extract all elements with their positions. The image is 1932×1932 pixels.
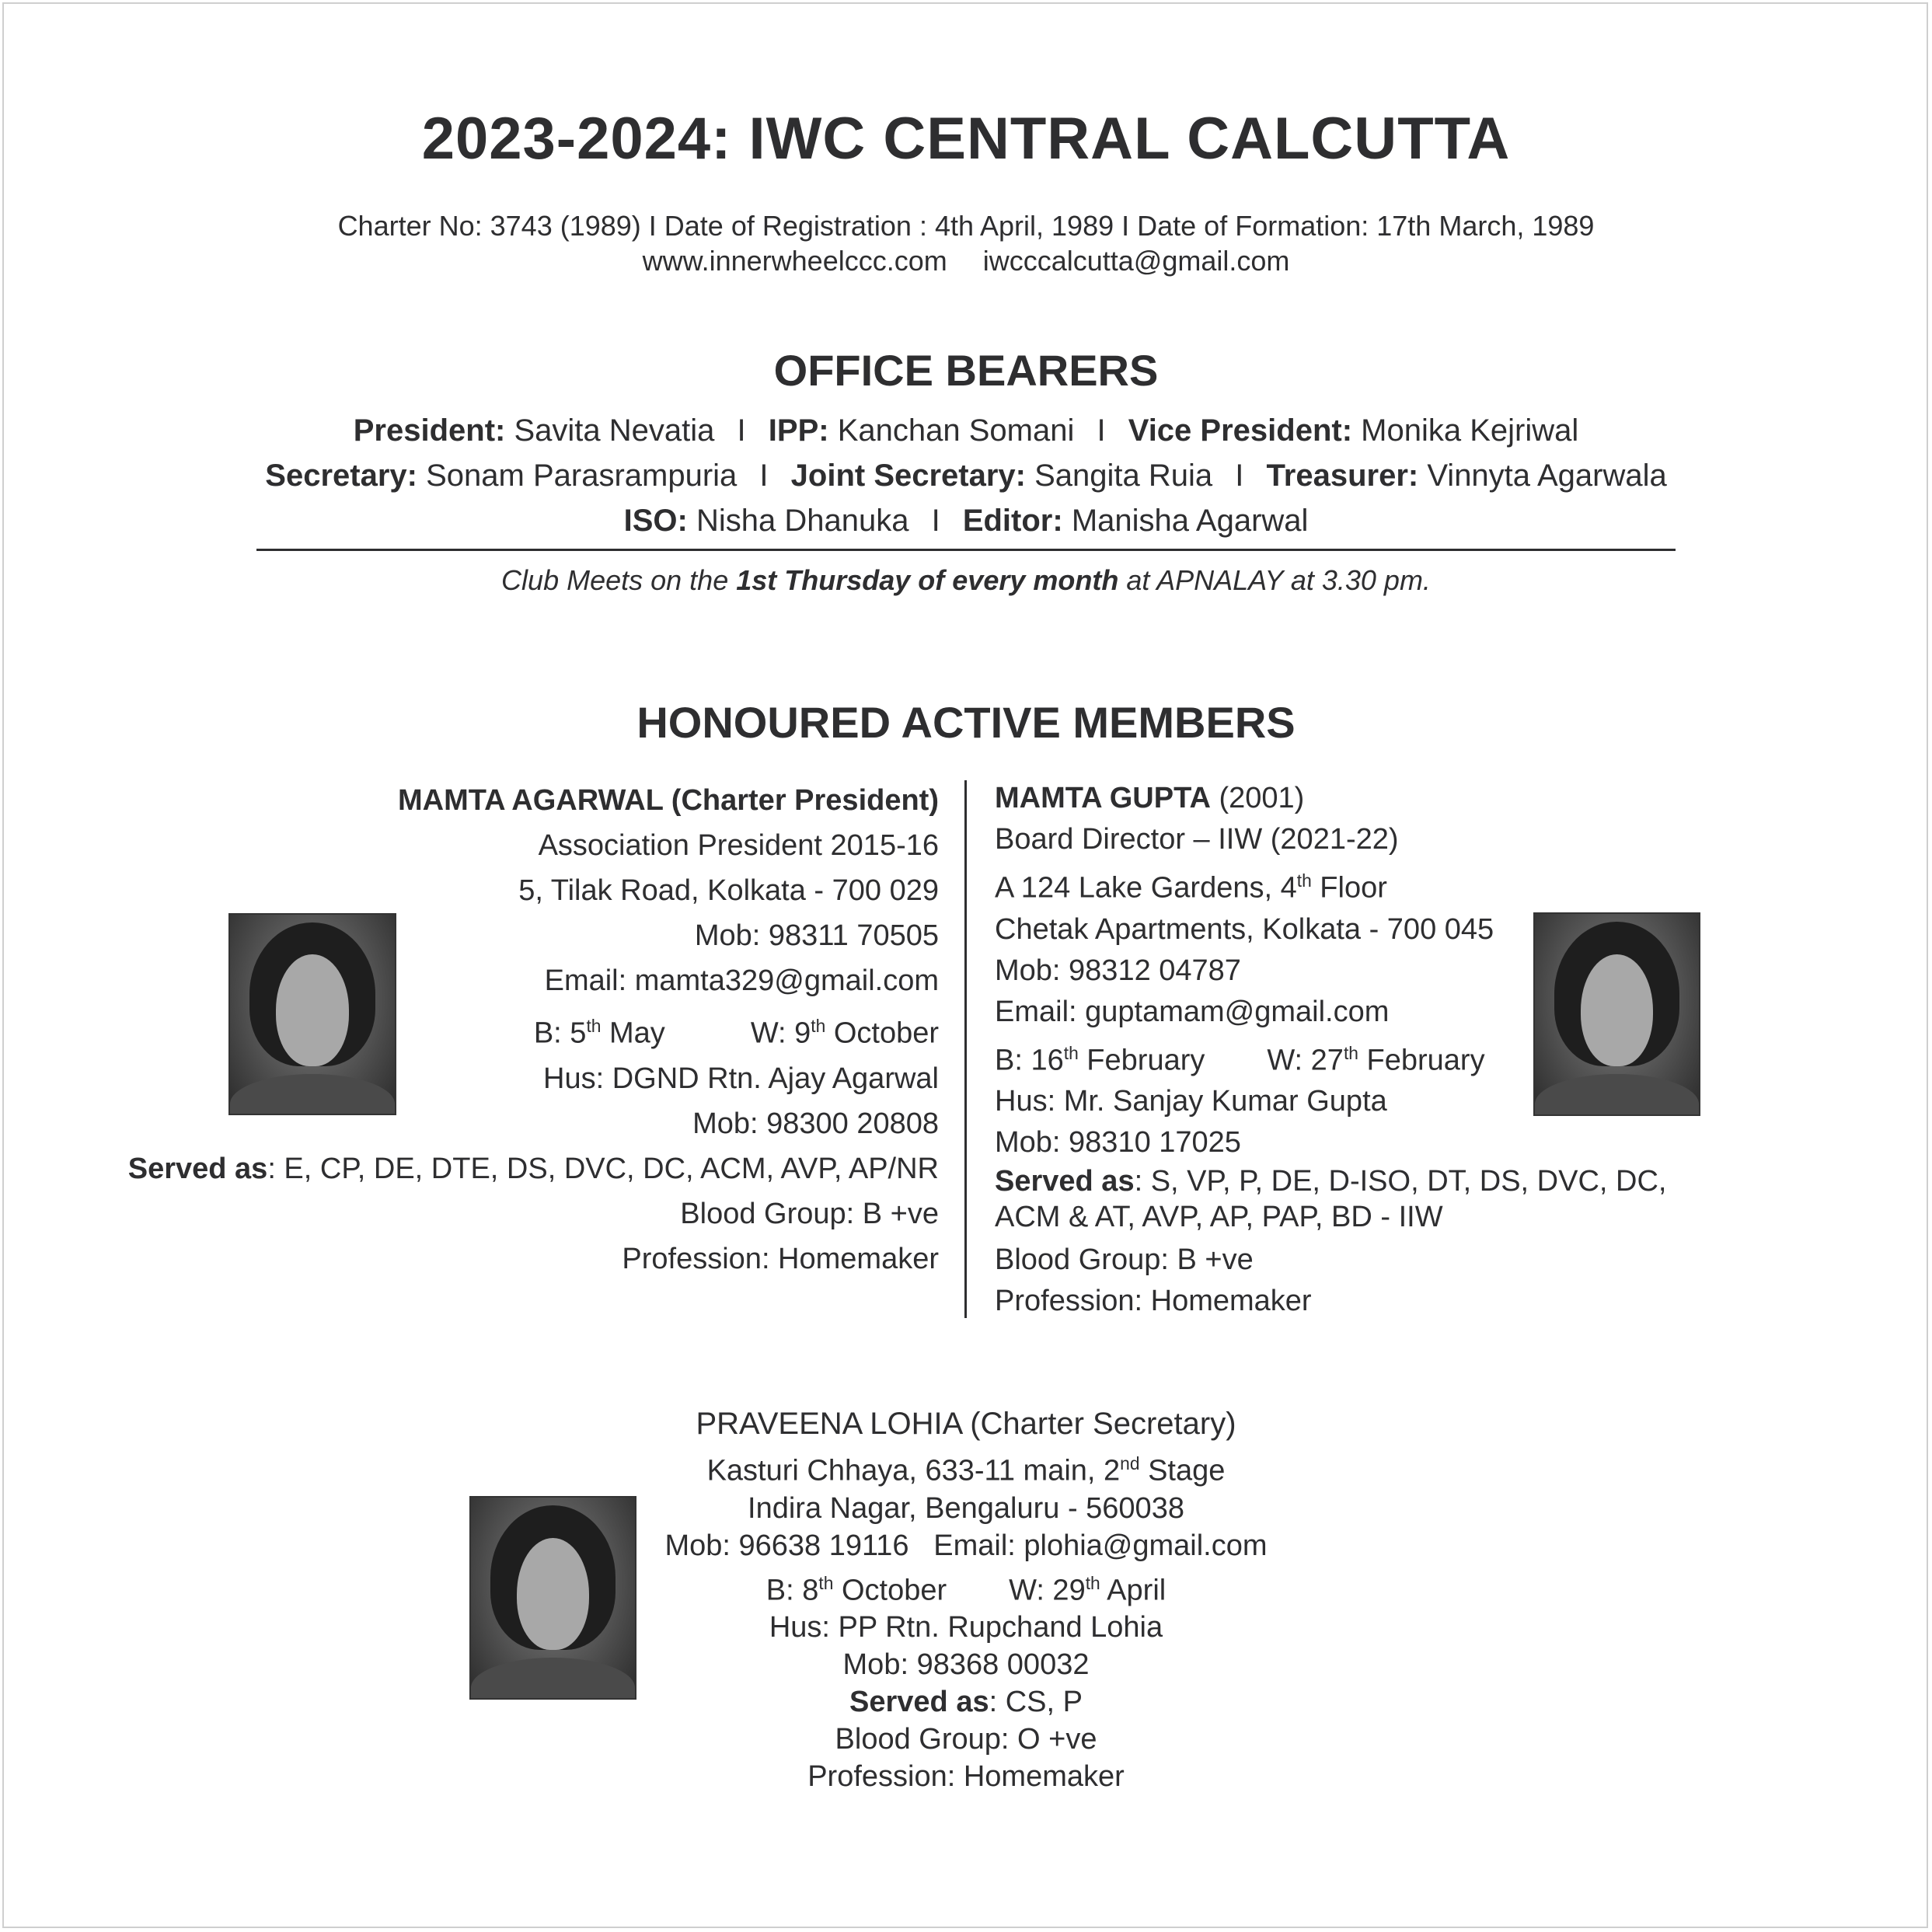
member-address-2: Indira Nagar, Bengaluru - 560038: [748, 1491, 1184, 1525]
contact-line: [0, 245, 1932, 277]
ipp-name: Kanchan Somani: [837, 413, 1075, 448]
member-address: 5, Tilak Road, Kolkata - 700 029: [518, 874, 939, 907]
treasurer-name: Vinnyta Agarwala: [1427, 459, 1667, 493]
member-blood-group: Blood Group: B +ve: [995, 1243, 1254, 1277]
member-birthday-wedding: B: 8th October W: 29th April: [765, 1572, 1167, 1607]
honoured-members-heading: HONOURED ACTIVE MEMBERS: [636, 698, 1296, 747]
page-title: 2023-2024: IWC CENTRAL CALCUTTA: [421, 106, 1511, 172]
separator: I: [1235, 459, 1244, 493]
member-served-as: Served as: E, CP, DE, DTE, DS, DVC, DC, ACM, AVP, AP/NR: [127, 1152, 939, 1185]
vice-president-label: Vice President:: [1128, 413, 1353, 448]
office-bearers-heading: OFFICE BEARERS: [773, 346, 1159, 395]
member-card-mamta-gupta: [995, 778, 1710, 1322]
member-served-as: Served as: CS, P: [849, 1686, 1083, 1719]
member-email: Email: mamta329@gmail.com: [544, 964, 939, 997]
meet-suffix: at APNALAY at 3.30 pm.: [1126, 564, 1431, 596]
member-address-1: A 124 Lake Gardens, 4th Floor: [995, 870, 1387, 905]
member-address-1: Kasturi Chhaya, 633-11 main, 2nd Stage: [706, 1453, 1226, 1487]
iso-label: ISO:: [623, 504, 688, 538]
member-served-as: Served as: S, VP, P, DE, D-ISO, DT, DS, DVC, DC, ACM & AT, AVP, AP, PAP, BD - IIW: [995, 1165, 1667, 1234]
member-husband-mobile: Mob: 98310 17025: [995, 1126, 1241, 1160]
separator: I: [737, 413, 746, 448]
member-blood-group: Blood Group: B +ve: [680, 1197, 939, 1230]
president-name: Savita Nevatia: [514, 413, 715, 448]
member-card-mamta-agarwal: [128, 778, 939, 1282]
member-blood-group: Blood Group: O +ve: [835, 1723, 1097, 1756]
column-divider: [964, 780, 967, 1318]
member-card-praveena-lohia: [0, 1403, 1932, 1795]
member-name: PRAVEENA LOHIA (Charter Secretary): [696, 1407, 1236, 1441]
ipp-label: IPP:: [768, 413, 829, 448]
member-mobile-email: Mob: 96638 19116 Email: plohia@gmail.com: [664, 1529, 1268, 1562]
charter-info: Charter No: 3743 (1989) I Date of Registration : 4th April, 1989 I Date of Formation: 17th March, 1989: [337, 210, 1595, 242]
member-husband: Hus: PP Rtn. Rupchand Lohia: [769, 1611, 1163, 1644]
member-husband-mobile: Mob: 98368 00032: [842, 1648, 1090, 1682]
member-profession: Profession: Homemaker: [807, 1760, 1125, 1794]
joint-secretary-name: Sangita Ruia: [1034, 459, 1213, 493]
editor-name: Manisha Agarwal: [1071, 504, 1309, 538]
member-address-2: Chetak Apartments, Kolkata - 700 045: [995, 912, 1494, 946]
member-mobile: Mob: 98311 70505: [694, 919, 939, 952]
member-husband: Hus: Mr. Sanjay Kumar Gupta: [995, 1085, 1387, 1118]
meet-schedule: 1st Thursday of every month: [736, 564, 1119, 596]
vice-president-name: Monika Kejriwal: [1361, 413, 1579, 448]
member-name: MAMTA GUPTA (2001): [995, 782, 1305, 814]
member-profession: Profession: Homemaker: [995, 1285, 1312, 1318]
editor-label: Editor:: [962, 504, 1063, 538]
member-name: MAMTA AGARWAL (Charter President): [397, 784, 939, 817]
iso-name: Nisha Dhanuka: [696, 504, 909, 538]
member-profession: Profession: Homemaker: [622, 1242, 939, 1275]
website-link[interactable]: www.innerwheelccc.com: [642, 245, 947, 277]
office-bearers-line-1: [0, 413, 1932, 448]
club-meeting-note: [0, 564, 1932, 597]
member-birthday-wedding: B: 16th February W: 27th February: [995, 1042, 1485, 1077]
president-label: President:: [353, 413, 506, 448]
email-link[interactable]: iwcccalcutta@gmail.com: [982, 245, 1290, 277]
separator: I: [759, 459, 769, 493]
separator: I: [931, 504, 940, 538]
member-email: Email: guptamam@gmail.com: [995, 995, 1390, 1028]
secretary-name: Sonam Parasrampuria: [426, 459, 738, 493]
office-bearers-line-3: [0, 504, 1932, 539]
meet-prefix: Club Meets on the: [501, 564, 729, 596]
horizontal-rule: [256, 549, 1676, 551]
member-position: Association President 2015-16: [538, 829, 939, 862]
treasurer-label: Treasurer:: [1266, 459, 1419, 493]
secretary-label: Secretary:: [265, 459, 417, 493]
office-bearers-line-2: [0, 459, 1932, 493]
member-husband-mobile: Mob: 98300 20808: [692, 1107, 939, 1140]
member-mobile: Mob: 98312 04787: [995, 954, 1241, 987]
joint-secretary-label: Joint Secretary:: [790, 459, 1026, 493]
member-position: Board Director – IIW (2021-22): [995, 823, 1399, 856]
member-husband: Hus: DGND Rtn. Ajay Agarwal: [543, 1062, 939, 1095]
separator: I: [1097, 413, 1106, 448]
member-birthday-wedding: B: 5th May W: 9th October: [533, 1016, 939, 1050]
